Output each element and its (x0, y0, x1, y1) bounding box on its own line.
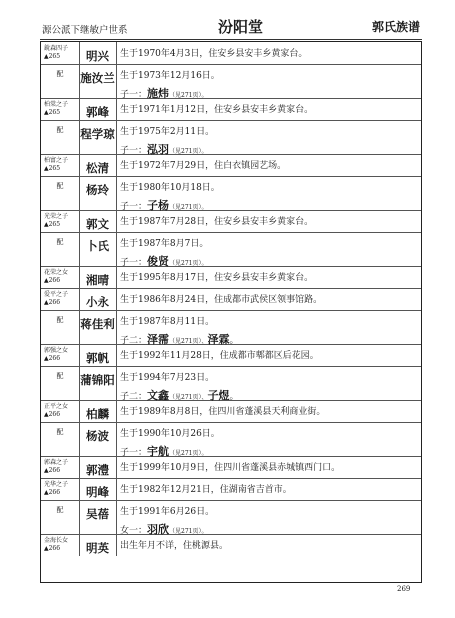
page-number: 269 (397, 585, 411, 593)
page-ref-marker: ▲265 (44, 221, 61, 228)
parent-relation: 光荣之子 (44, 213, 69, 220)
child-page-ref: （见271页）。 (169, 260, 208, 267)
generation-note (44, 269, 68, 285)
person-name: 蒲锦阳 (80, 373, 115, 387)
generation-note (44, 157, 68, 173)
person-info: 生于1970年4月3日，住安乡县安丰乡黄家台。 (120, 49, 308, 59)
generation-cell (41, 422, 80, 456)
child-page-ref: （见271页）。 (169, 148, 208, 155)
spouse-marker: 配 (56, 238, 64, 246)
person-info: 出生年月不详，住桃源县。 (120, 541, 229, 551)
generation-note (44, 403, 68, 419)
table-row (41, 534, 421, 556)
person-name: 郭峰 (86, 105, 109, 119)
generation-note (44, 537, 68, 553)
child-name: 宇航 (147, 445, 170, 458)
table-row (41, 422, 421, 457)
header-book-title: 郭氏族谱 (371, 20, 420, 34)
page-ref-marker: ▲266 (44, 299, 61, 306)
person-info: 生于1987年7月28日，住安乡县安丰乡黄家台。 (120, 217, 314, 227)
person-name: 小永 (86, 295, 109, 309)
person-name: 郭帆 (86, 351, 109, 365)
person-name: 杨玲 (86, 183, 109, 197)
name-cell (79, 42, 117, 64)
person-name: 程学琼 (80, 127, 115, 141)
page-header (40, 15, 422, 40)
child-page-ref: （见271页）。 (169, 92, 208, 99)
parent-relation: 花荣之女 (44, 269, 69, 276)
name-cell (79, 366, 117, 400)
generation-cell (41, 500, 80, 534)
person-info: 生于1973年12月16日。 (120, 71, 220, 81)
page-ref-marker: ▲266 (44, 545, 61, 552)
child-name: 子煜 (207, 389, 230, 402)
page-ref-marker: ▲265 (44, 109, 61, 116)
generation-note (44, 291, 68, 307)
name-cell (79, 310, 117, 344)
table-row (41, 344, 421, 367)
generation-cell (41, 266, 80, 288)
table-row (41, 400, 421, 423)
table-row (41, 310, 421, 345)
person-name: 郭文 (86, 217, 109, 231)
generation-cell (41, 534, 80, 556)
parent-relation: 光华之子 (44, 481, 69, 488)
person-info: 生于1972年7月29日，住白衣镇园艺场。 (120, 161, 287, 171)
child-page-ref: （见271页）。 (169, 528, 208, 535)
person-name: 湘晴 (86, 273, 109, 287)
children-count: 子一： (120, 90, 148, 100)
person-info: 生于1987年8月7日。 (120, 239, 209, 249)
person-name: 柏麟 (86, 407, 109, 421)
person-name: 蒋佳利 (80, 317, 115, 331)
generation-cell (41, 310, 80, 344)
child-page-ref: （见271页）、 (169, 338, 208, 345)
table-row (41, 456, 421, 479)
page-ref-marker: ▲266 (44, 277, 61, 284)
page-ref-marker: ▲265 (44, 53, 61, 60)
person-info: 生于1994年7月23日。 (120, 373, 215, 383)
header-hall-name: 汾阳堂 (218, 18, 264, 36)
generation-note (44, 45, 68, 61)
page-ref-marker: ▲265 (44, 165, 61, 172)
name-cell (79, 400, 117, 422)
person-name: 郭澧 (86, 463, 109, 477)
person-info: 生于1987年8月11日。 (120, 317, 215, 327)
name-cell (79, 210, 117, 232)
header-lineage: 源公派下继敏户世系 (42, 25, 128, 36)
person-info: 生于1971年1月12日，住安乡县安丰乡黄家台。 (120, 105, 314, 115)
table-row (41, 210, 421, 233)
table-row (41, 478, 421, 501)
generation-cell (41, 366, 80, 400)
spouse-marker: 配 (56, 428, 64, 436)
child-name: 羽欣 (147, 523, 170, 536)
table-row (41, 366, 421, 401)
children-count: 子二： (120, 336, 148, 346)
generation-cell (41, 232, 80, 266)
children-count: 子二： (120, 392, 148, 402)
generation-cell (41, 42, 80, 64)
children-count: 子一： (120, 202, 148, 212)
name-cell (79, 64, 117, 98)
person-info: 生于1999年10月9日，住四川省蓬溪县赤城镇西门口。 (120, 463, 341, 473)
page-ref-marker: ▲266 (44, 411, 61, 418)
parent-relation: 柏富之子 (44, 157, 69, 164)
person-name: 明兴 (86, 49, 109, 63)
page-ref-marker: ▲266 (44, 355, 61, 362)
spouse-marker: 配 (56, 182, 64, 190)
person-info: 生于1990年10月26日。 (120, 429, 220, 439)
generation-cell (41, 288, 80, 310)
generation-cell (41, 456, 80, 478)
generation-note (44, 213, 68, 229)
name-cell (79, 176, 117, 210)
generation-note (44, 459, 68, 475)
child-name: 子杨 (147, 199, 170, 212)
person-name: 杨波 (86, 429, 109, 443)
person-info: 生于1992年11月28日，住成都市郫都区后花园。 (120, 351, 319, 361)
generation-cell (41, 478, 80, 500)
page-ref-marker: ▲266 (44, 489, 61, 496)
person-name: 施汝兰 (80, 71, 115, 85)
generation-cell (41, 120, 80, 154)
parent-relation: 銳森四子 (44, 45, 69, 52)
spouse-marker: 配 (56, 372, 64, 380)
parent-relation: 柏棠之子 (44, 101, 69, 108)
generation-cell (41, 176, 80, 210)
generation-cell (41, 400, 80, 422)
person-info: 生于1986年8月24日，住成都市武侯区领事馆路。 (120, 295, 323, 305)
generation-note (44, 101, 68, 117)
child-suffix: 。 (229, 392, 239, 402)
parent-relation: 正平之女 (44, 403, 69, 410)
generation-cell (41, 64, 80, 98)
table-row (41, 266, 421, 289)
table-row (41, 42, 421, 65)
person-name: 吴蓓 (86, 507, 109, 521)
table-row (41, 120, 421, 155)
child-name: 施炜 (147, 87, 170, 100)
parent-relation: 郭森之子 (44, 459, 69, 466)
generation-cell (41, 344, 80, 366)
table-row (41, 154, 421, 177)
table-row (41, 232, 421, 267)
child-page-ref: （见271页）、 (169, 394, 208, 401)
page-ref-marker: ▲266 (44, 467, 61, 474)
person-info: 生于1980年10月18日。 (120, 183, 220, 193)
person-name: 明英 (86, 541, 109, 555)
table-row (41, 500, 421, 535)
name-cell (79, 288, 117, 310)
parent-relation: 郭强之女 (44, 347, 69, 354)
child-name: 俊贤 (147, 255, 170, 268)
child-page-ref: （见271页）。 (169, 204, 208, 211)
spouse-marker: 配 (56, 70, 64, 78)
name-cell (79, 98, 117, 120)
name-cell (79, 422, 117, 456)
name-cell (79, 266, 117, 288)
children-count: 子一： (120, 448, 148, 458)
table-row (41, 98, 421, 121)
parent-relation: 爱平之子 (44, 291, 69, 298)
name-cell (79, 534, 117, 556)
person-info: 生于1995年8月17日，住安乡县安丰乡黄家台。 (120, 273, 314, 283)
name-cell (79, 456, 117, 478)
table-row (41, 288, 421, 311)
child-name: 泽霖 (207, 333, 230, 346)
child-name: 泓羽 (147, 143, 170, 156)
child-name: 文鑫 (147, 389, 170, 402)
generation-note (44, 347, 68, 363)
generation-cell (41, 154, 80, 176)
name-cell (79, 154, 117, 176)
name-cell (79, 232, 117, 266)
person-name: 明峰 (86, 485, 109, 499)
generation-note (44, 481, 68, 497)
person-info: 生于1982年12月21日，住湖南省吉首市。 (120, 485, 292, 495)
person-info: 生于1991年6月26日。 (120, 507, 215, 517)
generation-cell (41, 210, 80, 232)
person-info: 生于1975年2月11日。 (120, 127, 215, 137)
name-cell (79, 478, 117, 500)
name-cell (79, 344, 117, 366)
children-count: 子一： (120, 258, 148, 268)
person-name: 松清 (86, 161, 109, 175)
child-name: 泽霈 (147, 333, 170, 346)
children-count: 女一： (120, 526, 148, 536)
spouse-marker: 配 (56, 126, 64, 134)
child-page-ref: （见271页）。 (169, 450, 208, 457)
spouse-marker: 配 (56, 506, 64, 514)
person-info: 生于1989年8月8日，住四川省蓬溪县天利商业街。 (120, 407, 326, 417)
spouse-marker: 配 (56, 316, 64, 324)
child-suffix: 。 (229, 336, 239, 346)
genealogy-table (40, 41, 422, 583)
person-name: 卜氏 (86, 239, 109, 253)
generation-cell (41, 98, 80, 120)
name-cell (79, 120, 117, 154)
table-row (41, 176, 421, 211)
parent-relation: 金海长女 (44, 537, 69, 544)
name-cell (79, 500, 117, 534)
children-count: 子一： (120, 146, 148, 156)
table-row (41, 64, 421, 99)
